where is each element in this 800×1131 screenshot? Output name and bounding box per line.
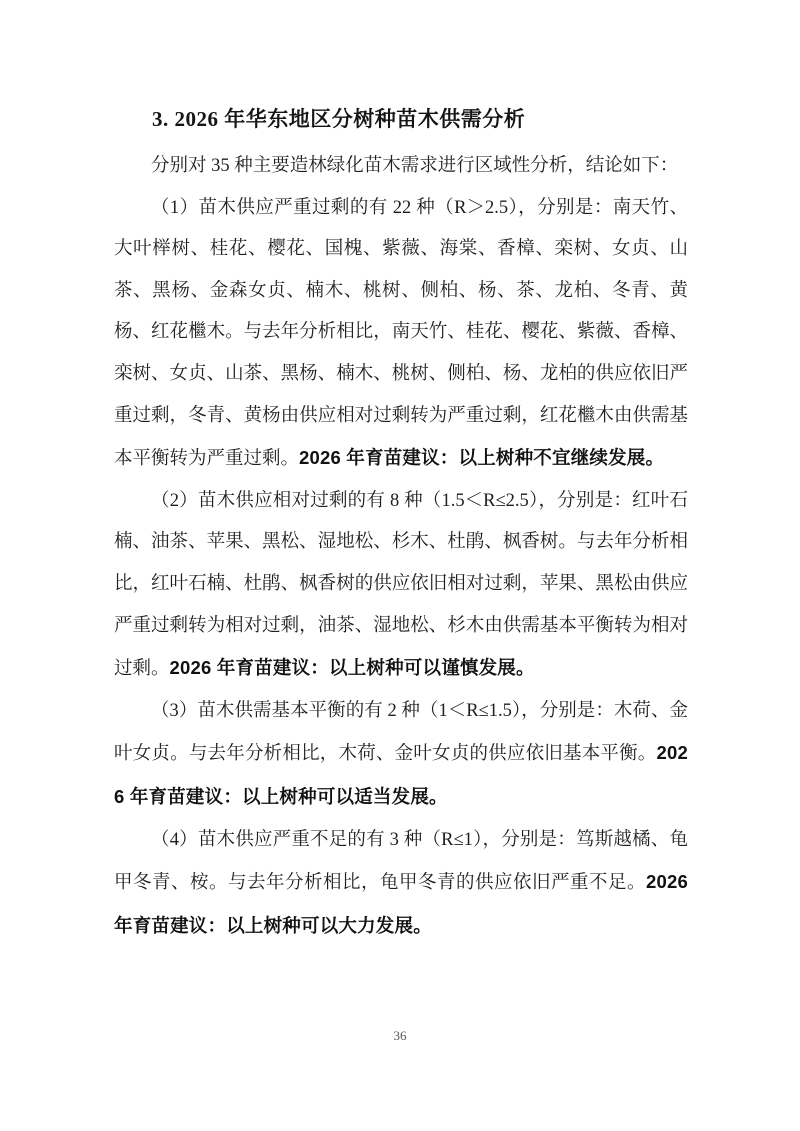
page-number: 36 xyxy=(393,1028,407,1043)
paragraph-balanced-body: （3）苗木供需基本平衡的有 2 种（1＜R≤1.5），分别是：木荷、金叶女贞。与去年分析相比，木荷、金叶女贞的供应依旧基本平衡。 xyxy=(114,700,688,765)
paragraph-oversupply-relative-recommendation: 2026 年育苗建议：以上树种可以谨慎发展。 xyxy=(169,657,535,679)
paragraph-shortage-body: （4）苗木供应严重不足的有 3 种（R≤1），分别是：笃斯越橘、龟甲冬青、桉。与去年分析相比，龟甲冬青的供应依旧严重不足。 xyxy=(114,829,688,894)
section-heading: 3. 2026 年华东地区分树种苗木供需分析 xyxy=(152,107,526,131)
paragraph-shortage xyxy=(114,820,688,949)
paragraph-shortage-recommendation: 2026 年育苗建议：以上树种可以大力发展。 xyxy=(114,871,688,936)
paragraph-oversupply-severe xyxy=(114,188,688,481)
paragraph-balanced xyxy=(114,691,688,820)
paragraph-oversupply-relative-body: （2）苗木供应相对过剩的有 8 种（1.5＜R≤2.5），分别是：红叶石楠、油茶、苹果、黑松、湿地松、杉木、杜鹃、枫香树。与去年分析相比，红叶石楠、杜鹃、枫香树的供应依旧相对过剩，苹果、黑松由供应严重过剩转为相对过剩，油茶、湿地松、杉木由供需基本平衡转为相对过剩。 xyxy=(114,490,688,680)
paragraph-balanced-recommendation: 2026 年育苗建议：以上树种可以适当发展。 xyxy=(114,742,688,807)
intro-paragraph: 分别对 35 种主要造林绿化苗木需求进行区域性分析，结论如下： xyxy=(151,156,679,176)
document-content xyxy=(114,98,688,948)
paragraph-oversupply-relative xyxy=(114,481,688,691)
paragraph-oversupply-severe-body: （1）苗木供应严重过剩的有 22 种（R＞2.5），分别是：南天竹、大叶榉树、桂花、樱花、国槐、紫薇、海棠、香樟、栾树、女贞、山茶、黑杨、金森女贞、楠木、桃树、侧柏、杨、茶、龙柏、冬青、黄杨、红花檵木。与去年分析相比，南天竹、桂花、樱花、紫薇、香樟、栾树、女贞、山茶、黑杨、楠木、桃树、侧柏、杨、龙柏的供应依旧严重过剩，冬青、黄杨由供应相对过剩转为严重过剩，红花檵木由供需基本平衡转为严重过剩。 xyxy=(114,197,688,470)
paragraph-oversupply-severe-recommendation: 2026 年育苗建议：以上树种不宜继续发展。 xyxy=(299,447,665,469)
